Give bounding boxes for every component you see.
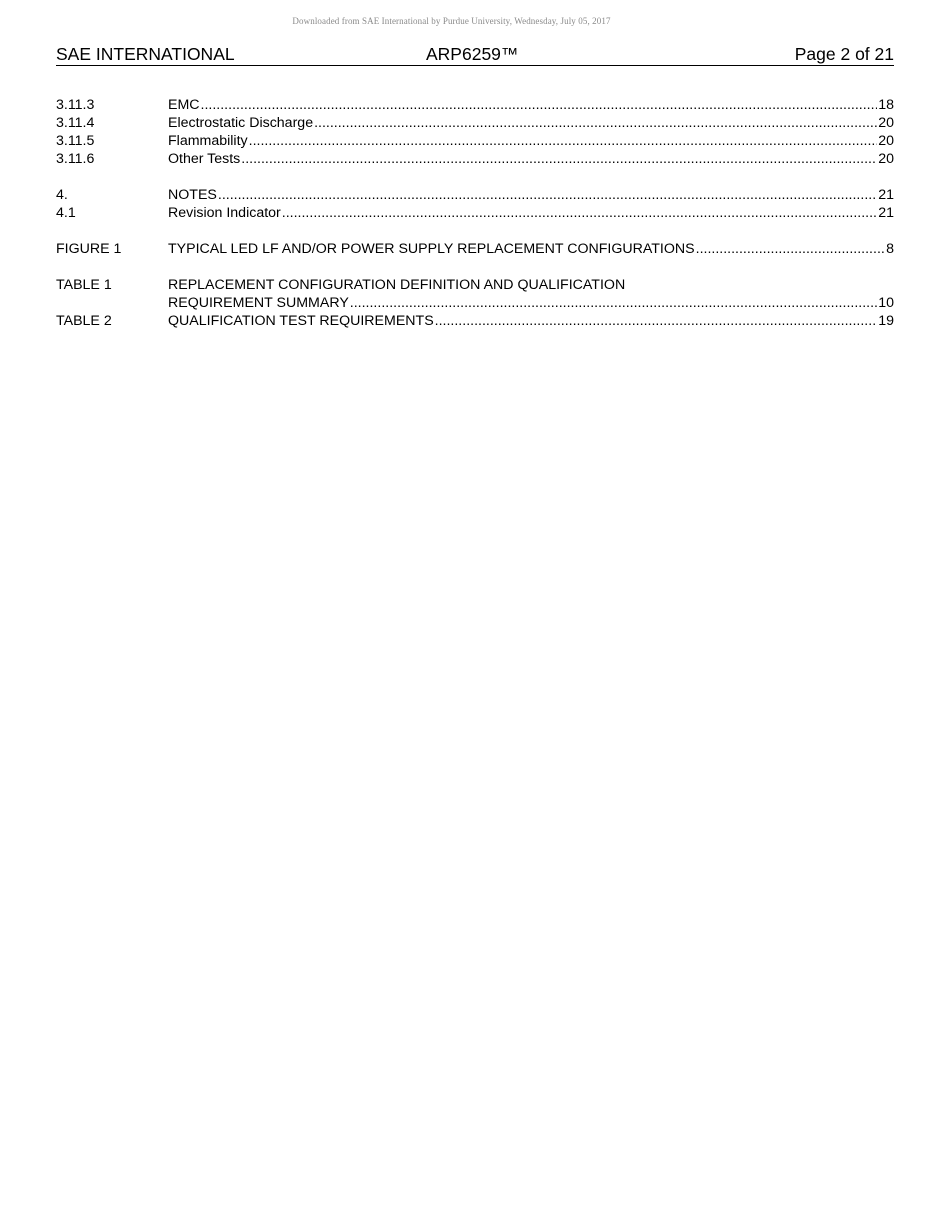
toc-entry-number: 3.11.4 — [56, 115, 95, 131]
toc-entry — [56, 132, 894, 150]
toc-entry-title: QUALIFICATION TEST REQUIREMENTS — [168, 313, 434, 329]
toc-dot-leader — [249, 132, 878, 150]
toc-entry-page: 21 — [878, 205, 894, 221]
toc-dot-leader — [350, 294, 877, 312]
toc-entry-number: 3.11.6 — [56, 151, 95, 167]
toc-dot-leader — [282, 204, 877, 222]
toc-entry-page: 20 — [878, 151, 894, 167]
toc-entry-page: 21 — [878, 187, 894, 203]
header-page-number: Page 2 of 21 — [794, 44, 894, 64]
toc-entry-number: TABLE 1 — [56, 277, 112, 293]
toc-dot-leader — [201, 96, 878, 114]
header-org: SAE INTERNATIONAL — [56, 44, 235, 64]
toc-entry-number: FIGURE 1 — [56, 241, 122, 257]
toc-table-entry — [56, 276, 894, 294]
toc-table-entry-continuation — [56, 294, 894, 312]
toc-dot-leader — [241, 150, 877, 168]
toc-dot-leader — [218, 186, 877, 204]
header-doc-id: ARP6259™ — [426, 44, 519, 64]
toc-entry-title: REQUIREMENT SUMMARY — [168, 295, 349, 311]
toc-entry — [56, 186, 894, 204]
toc-entry-page: 19 — [878, 313, 894, 329]
toc-table-entry — [56, 312, 894, 330]
toc-entry — [56, 114, 894, 132]
table-of-contents — [56, 96, 894, 330]
toc-figure-entry — [56, 240, 894, 258]
toc-dot-leader — [696, 240, 885, 258]
toc-entry — [56, 204, 894, 222]
toc-entry-page: 20 — [878, 133, 894, 149]
toc-entry-number: 4.1 — [56, 205, 76, 221]
toc-dot-leader — [435, 312, 878, 330]
toc-entry-page: 8 — [886, 241, 894, 257]
toc-entry-number: 3.11.3 — [56, 97, 95, 113]
toc-entry-page: 20 — [878, 115, 894, 131]
toc-entry-title: Flammability — [168, 133, 248, 149]
toc-entry — [56, 96, 894, 114]
toc-entry — [56, 150, 894, 168]
toc-entry-title: Revision Indicator — [168, 205, 281, 221]
toc-entry-number: 4. — [56, 187, 68, 203]
toc-entry-page: 18 — [878, 97, 894, 113]
toc-entry-title: EMC — [168, 97, 200, 113]
toc-entry-title: Electrostatic Discharge — [168, 115, 314, 131]
toc-entry-title: REPLACEMENT CONFIGURATION DEFINITION AND QUALIFICATION — [168, 277, 626, 293]
download-watermark: Downloaded from SAE International by Purdue University, Wednesday, July 05, 2017 — [292, 16, 611, 26]
page-header — [56, 43, 894, 66]
toc-entry-title: NOTES — [168, 187, 217, 203]
toc-entry-title: Other Tests — [168, 151, 241, 167]
toc-entry-number: 3.11.5 — [56, 133, 95, 149]
toc-entry-page: 10 — [878, 295, 894, 311]
toc-entry-number: TABLE 2 — [56, 313, 112, 329]
toc-dot-leader — [314, 114, 877, 132]
toc-entry-title: TYPICAL LED LF AND/OR POWER SUPPLY REPLACEMENT CONFIGURATIONS — [168, 241, 695, 257]
